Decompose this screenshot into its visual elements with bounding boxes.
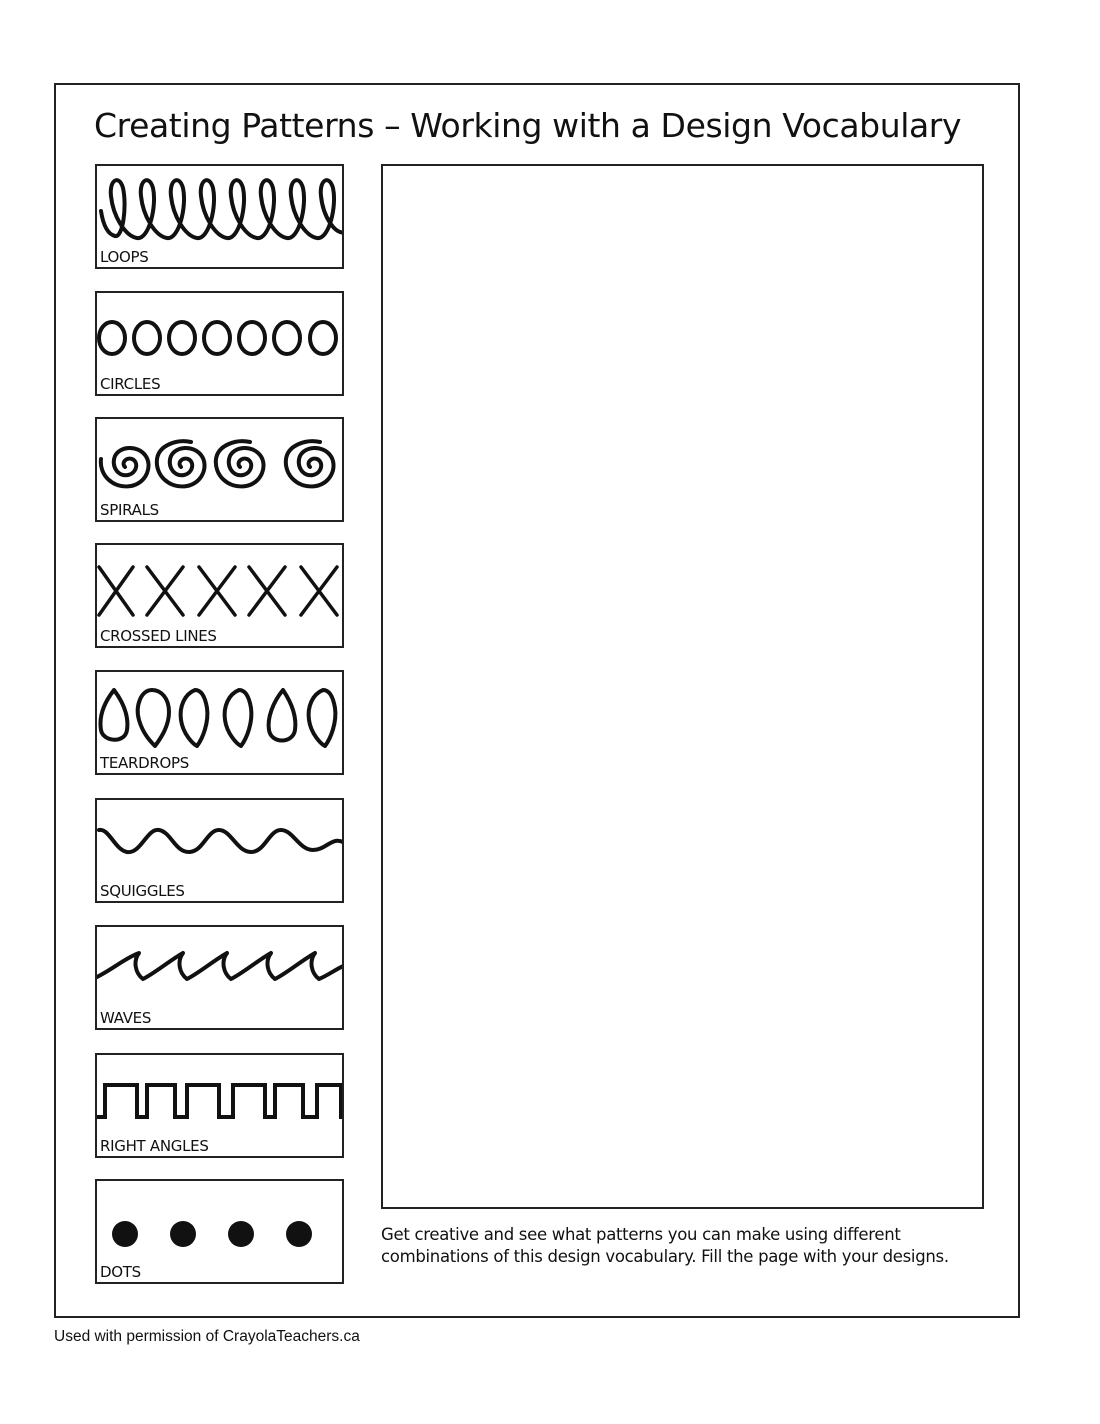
pattern-swatch-dots <box>95 1179 344 1284</box>
pattern-swatch-waves <box>95 925 344 1030</box>
pattern-label: SQUIGGLES <box>100 882 185 900</box>
pattern-swatch-loops <box>95 164 344 269</box>
pattern-label: RIGHT ANGLES <box>100 1137 209 1155</box>
page-title: Creating Patterns – Working with a Design Vocabulary <box>94 106 962 145</box>
pattern-swatch-squiggles <box>95 798 344 903</box>
pattern-swatch-circles <box>95 291 344 396</box>
pattern-swatch-teardrops <box>95 670 344 775</box>
pattern-label: LOOPS <box>100 248 149 266</box>
pattern-swatch-crossed-lines <box>95 543 344 648</box>
drawing-area[interactable] <box>381 164 984 1209</box>
pattern-swatch-right-angles <box>95 1053 344 1158</box>
pattern-label: CIRCLES <box>100 375 161 393</box>
pattern-label: SPIRALS <box>100 501 159 519</box>
pattern-label: WAVES <box>100 1009 152 1027</box>
pattern-label: DOTS <box>100 1263 141 1281</box>
permission-footer: Used with permission of CrayolaTeachers.ca <box>54 1328 360 1345</box>
pattern-label: TEARDROPS <box>100 754 189 772</box>
instructions-text: Get creative and see what patterns you can make using different combinations of this design vocabulary. Fill the page with your designs. <box>381 1225 949 1266</box>
pattern-label: CROSSED LINES <box>100 627 217 645</box>
pattern-swatch-spirals <box>95 417 344 522</box>
